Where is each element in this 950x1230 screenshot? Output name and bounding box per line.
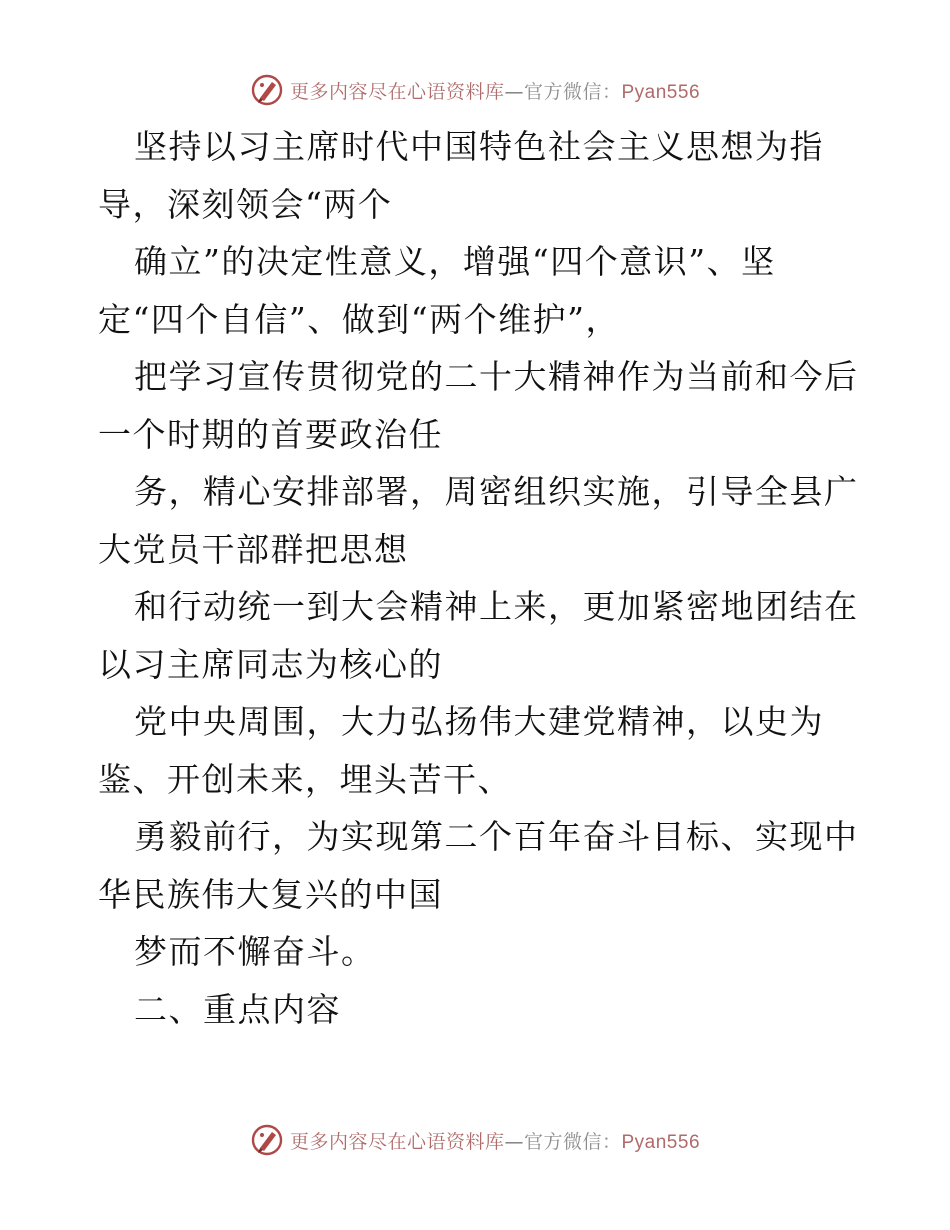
body-line: 一个时期的首要政治任 [98,414,443,454]
pen-circle-logo-icon [250,73,284,107]
body-line: 确立”的决定性意义，增强“四个意识”、坚 [134,242,776,281]
body-line: 把学习宣传贯彻党的二十大精神作为当前和今后 [134,357,859,396]
watermark-wechat-id: Pyan556 [621,81,701,103]
footer-watermark [0,1118,950,1162]
body-line: 以习主席同志为核心的 [98,644,443,684]
watermark-brand: 更多内容尽在心语资料库 [289,1130,505,1153]
body-line: 坚持以习主席时代中国特色社会主义思想为指 [134,127,824,166]
section-heading: 二、重点内容 [134,989,341,1029]
body-line: 鉴、开创未来，埋头苦干、 [98,759,512,799]
body-line: 梦而不懈奋斗。 [134,932,376,971]
body-line: 勇毅前行，为实现第二个百年奋斗目标、实现中 [134,817,859,856]
body-line: 党中央周围，大力弘扬伟大建党精神，以史为 [134,702,824,741]
watermark-wechat-label: 官方微信： [523,1130,622,1153]
body-line: 华民族伟大复兴的中国 [98,874,443,914]
document-body [98,118,858,1038]
body-line: 和行动统一到大会精神上来，更加紧密地团结在 [134,587,859,626]
body-line: 大党员干部群把思想 [98,529,409,569]
body-line: 导，深刻领会“两个 [98,184,393,224]
watermark-wechat-label: 官方微信： [523,80,622,103]
watermark-separator: — [504,80,524,103]
watermark-wechat-id: Pyan556 [621,1131,701,1153]
watermark-brand: 更多内容尽在心语资料库 [289,80,505,103]
header-watermark [0,68,950,112]
body-line: 定“四个自信”、做到“两个维护”， [98,299,620,339]
body-line: 务，精心安排部署，周密组织实施，引导全县广 [134,472,859,511]
pen-circle-logo-icon [250,1123,284,1157]
watermark-separator: — [504,1130,524,1153]
